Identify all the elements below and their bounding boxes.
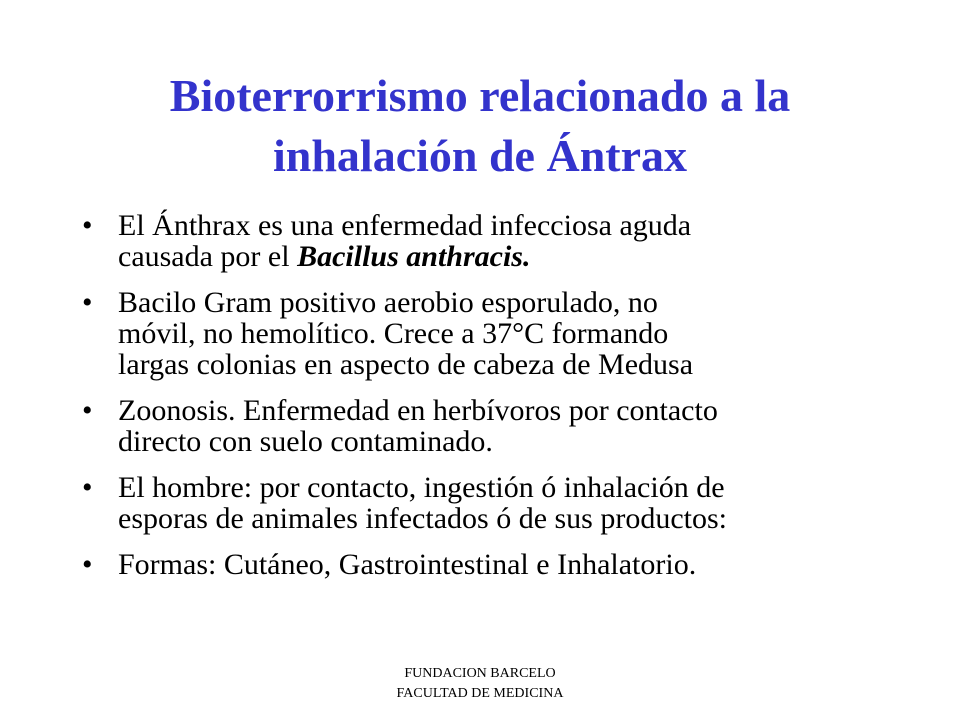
bullet-line: móvil, no hemolítico. Crece a 37°C formando: [118, 317, 669, 350]
bullet-item: [78, 472, 898, 534]
bullet-item: [78, 287, 898, 380]
bullet-line: Formas: Cutáneo, Gastrointestinal e Inhalatorio.: [118, 548, 697, 581]
bullet-item: [78, 549, 898, 580]
title-line-2: inhalación de Ántrax: [272, 130, 688, 181]
bullet-text: causada por el: [118, 240, 298, 273]
bullet-icon: •: [82, 471, 93, 504]
slide-footer: [280, 664, 680, 704]
bullet-line: [118, 241, 898, 272]
species-name: Bacillus anthracis.: [297, 240, 531, 273]
bullet-item: [78, 395, 898, 457]
bullet-icon: •: [82, 209, 93, 242]
footer-line-2: FACULTAD DE MEDICINA: [396, 686, 564, 701]
bullet-item: [78, 210, 898, 272]
bullet-line: largas colonias en aspecto de cabeza de Medusa: [118, 348, 694, 381]
bullet-line: Zoonosis. Enfermedad en herbívoros por contacto: [118, 394, 718, 427]
bullet-icon: •: [82, 548, 93, 581]
footer-line-1: FUNDACION BARCELO: [404, 666, 556, 681]
bullet-line: El hombre: por contacto, ingestión ó inhalación de: [118, 471, 725, 504]
bullet-list: [78, 210, 898, 595]
slide-title: [60, 66, 900, 186]
title-line-1: Bioterrorrismo relacionado a la: [169, 70, 791, 121]
bullet-line: esporas de animales infectados ó de sus productos:: [118, 502, 728, 535]
bullet-line: El Ánthrax es una enfermedad infecciosa aguda: [118, 209, 692, 242]
bullet-line: directo con suelo contaminado.: [118, 425, 493, 458]
bullet-line: Bacilo Gram positivo aerobio esporulado, no: [118, 286, 658, 319]
bullet-icon: •: [82, 394, 93, 427]
bullet-icon: •: [82, 286, 93, 319]
